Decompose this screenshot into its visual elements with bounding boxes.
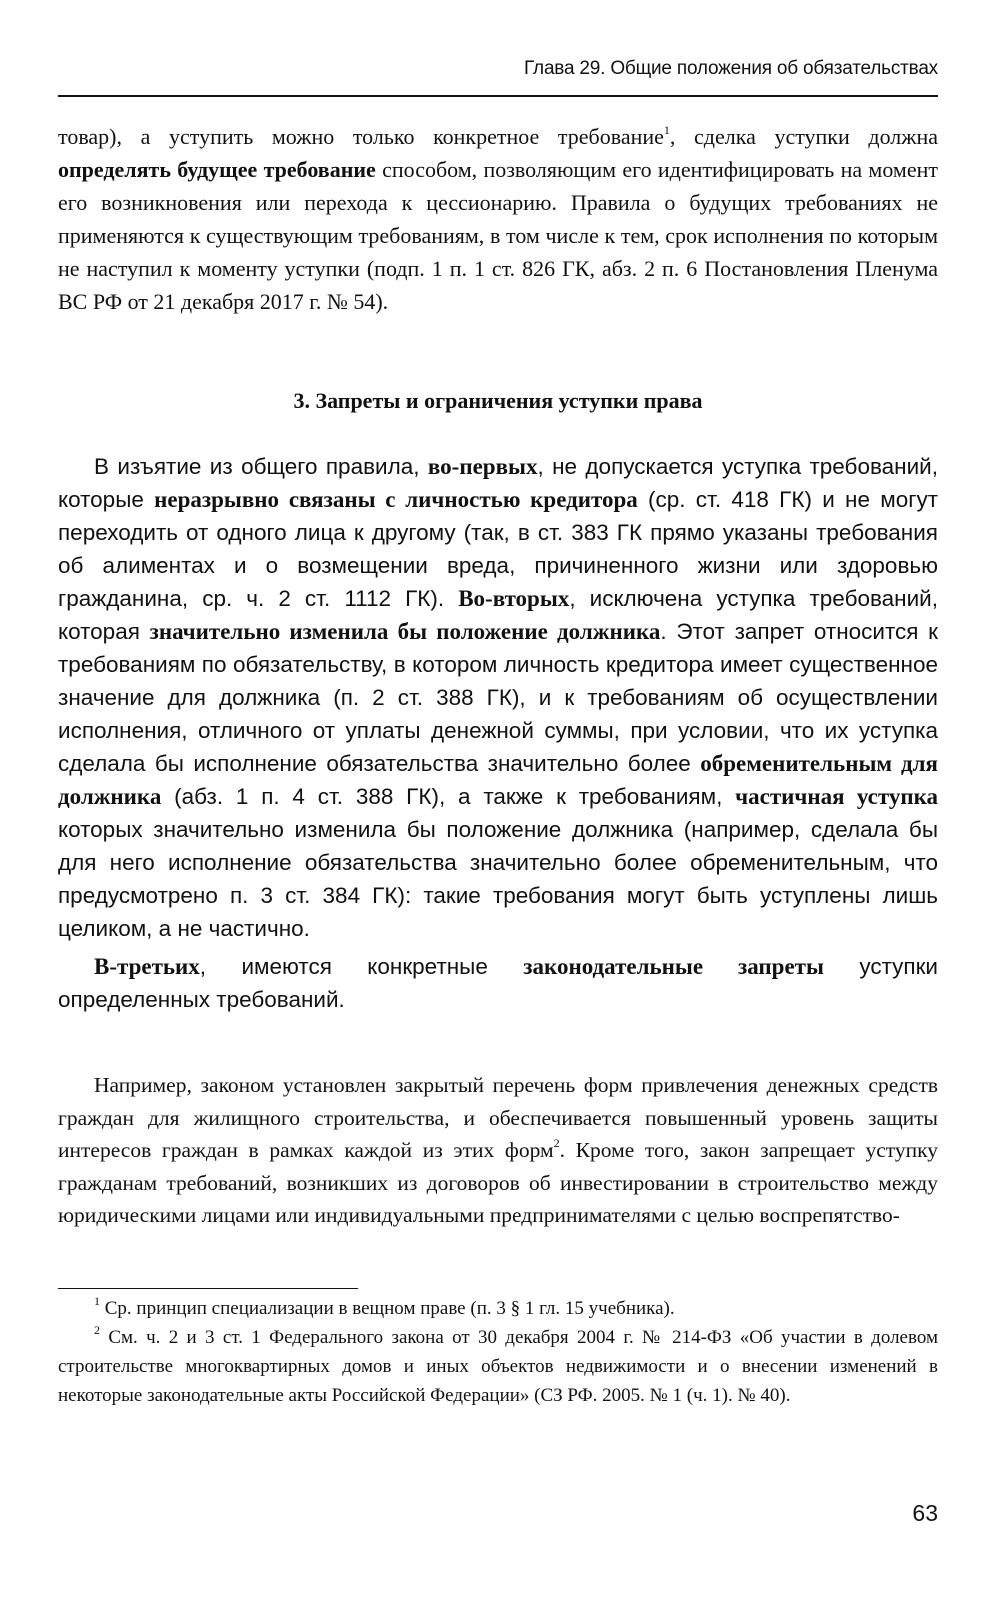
footnote-mark: 1 (94, 1293, 100, 1308)
bold-term: обременительным для должника (58, 751, 938, 809)
text: (абз. 1 п. 4 ст. 388 ГК), а также к требованиям, (161, 784, 736, 809)
bold-term: неразрывно связаны с личностью кредитора (154, 487, 638, 512)
text: способом, позволяющим его идентифицировать на момент его возникновения или перехода к цессионарию. Правила о будущих требованиях не применяются к существующим требованиям, в том числе к тем, срок исполнения по которым не наступил к моменту уступки (подп. 1 п. 1 ст. 826 ГК, абз. 2 п. 6 Постановления Пленума ВС РФ от 21 декабря 2017 г. № 54). (58, 157, 938, 314)
text: , сделка уступки должна (669, 124, 938, 149)
header-rule (58, 95, 938, 97)
footnote-mark: 2 (94, 1322, 100, 1337)
paragraph-exceptions (58, 450, 938, 945)
bold-term: законодательные запреты (523, 954, 824, 979)
text: . Этот запрет относится к требованиям по обязательству, в котором личность кредитора имеет существенное значение для должника (п. 2 ст. 388 ГК), и к требованиям об осуществлении исполнения, отличного от уплаты денежной суммы, при условии, что их уступка сделала бы исполнение обязательства значительно более (58, 619, 938, 776)
text: . Кроме того, закон запрещает уступку гражданам требований, возникших из договоров об инвестировании в строительство между юридическими лицами или индивидуальными предпринимателями с целью воспрепятство- (58, 1138, 938, 1227)
bold-term: частичная уступка (735, 784, 938, 809)
bold-term: во-первых (427, 454, 538, 479)
footnote-ref-1[interactable]: 1 (663, 122, 670, 137)
text: , имеются конкретные (199, 954, 524, 979)
text: которых значительно изменила бы положение должника (например, сделала бы для него исполнение обязательства значительно более обременительным, что предусмотрено п. 3 ст. 384 ГК): такие требования могут быть уступлены лишь целиком, а не частично. (58, 817, 938, 941)
book-page (58, 0, 938, 1600)
text: , исключена уступка требований, которая (58, 586, 938, 644)
paragraph-third (58, 950, 938, 1016)
text: Например, законом установлен закрытый перечень форм привлечения денежных средств граждан для жилищного строительства, и обеспечивается повышенный уровень защиты интересов граждан в рамках каждой из этих форм (58, 1073, 938, 1162)
section-body (58, 450, 938, 1016)
footnote-text: Ср. принцип специализации в вещном праве (п. 3 § 1 гл. 15 учебника). (104, 1298, 675, 1319)
section-title: 3. Запреты и ограничения уступки права (293, 388, 703, 413)
paragraph-future-claims (58, 120, 938, 318)
footnote-rule (58, 1288, 358, 1289)
footnote-2 (58, 1323, 938, 1410)
running-head: Глава 29. Общие положения об обязательствах (524, 58, 938, 79)
bold-term: Во-вторых (458, 586, 570, 611)
text: В изъятие из общего правила, (94, 454, 428, 479)
footnote-text: См. ч. 2 и 3 ст. 1 Федерального закона от 30 декабря 2004 г. № 214-ФЗ «Об участии в долевом строительстве многоквартирных домов и иных объектов недвижимости и о внесении изменений в некоторые законодательные акты Российской Федерации» (СЗ РФ. 2005. № 1 (ч. 1). № 40). (58, 1327, 938, 1406)
paragraph-example (58, 1069, 938, 1232)
text: (ср. ст. 418 ГК) и не могут переходить от одного лица к другому (так, в ст. 383 ГК прямо указаны требования об алиментах и о возмещении вреда, причиненного жизни или здоровью гражданина, ср. ч. 2 ст. 1112 ГК). (58, 487, 938, 611)
text: , не допускается уступка требований, которые (58, 454, 938, 512)
bold-term: определять будущее требование (58, 157, 376, 182)
bold-term: В-третьих (94, 954, 200, 979)
bold-term: значительно изменила бы положение должника (149, 619, 661, 644)
footnote-ref-2[interactable]: 2 (553, 1135, 560, 1150)
footnote-1 (58, 1294, 938, 1323)
text: уступки определенных требований. (58, 954, 938, 1012)
page-number: 63 (912, 1500, 938, 1526)
text: товар), а уступить можно только конкретное требование (58, 124, 664, 149)
footnotes (58, 1294, 938, 1410)
